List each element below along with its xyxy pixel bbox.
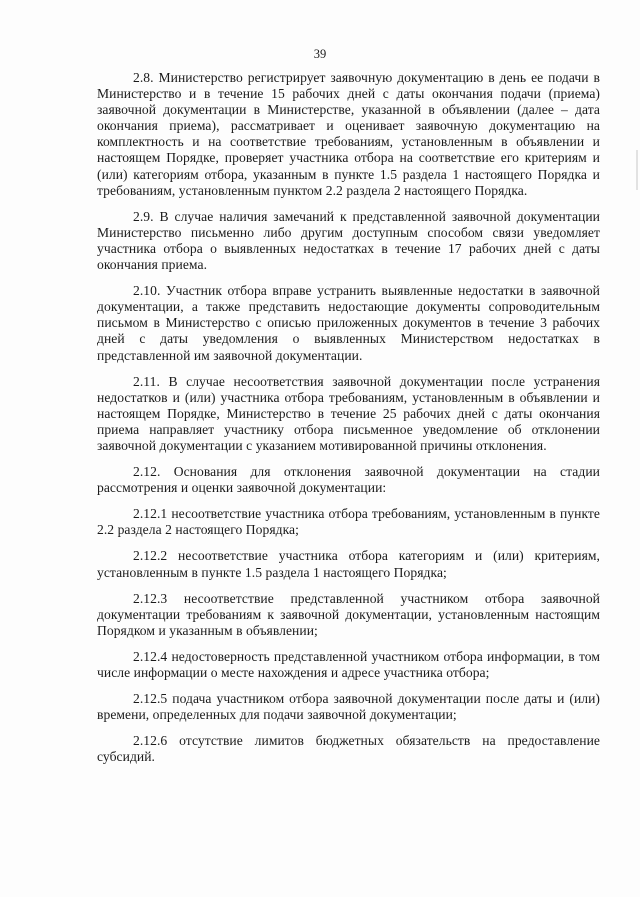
scan-edge-mark	[636, 150, 638, 190]
paragraph-2-11: 2.11. В случае несоответствия заявочной документации после устранения недостатков и (или) участника отбора требованиям, установленным в объявлении и настоящем Порядке, Министерство в течение 25 рабочих дней с даты окончания приема направляет участнику отбора письменное уведомление об отклонении заявочной документации с указанием мотивированной причины отклонения.	[97, 373, 600, 453]
paragraph-2-10: 2.10. Участник отбора вправе устранить выявленные недостатки в заявочной документации, а также представить недостающие документы сопроводительным письмом в Министерство с описью приложенных документов в течение 3 рабочих дней с даты уведомления о выявленных Министерством недостатках в представленной им заявочной документации.	[97, 283, 600, 363]
document-body	[97, 70, 600, 775]
paragraph-2-12-1: 2.12.1 несоответствие участника отбора требованиям, установленным в пункте 2.2 раздела 2 настоящего Порядка;	[97, 506, 600, 538]
paragraph-2-12-2: 2.12.2 несоответствие участника отбора категориям и (или) критериям, установленным в пункте 1.5 раздела 1 настоящего Порядка;	[97, 548, 600, 580]
paragraph-2-12-4: 2.12.4 недостоверность представленной участником отбора информации, в том числе информации о месте нахождения и адресе участника отбора;	[97, 648, 600, 680]
paragraph-2-12: 2.12. Основания для отклонения заявочной документации на стадии рассмотрения и оценки заявочной документации:	[97, 464, 600, 496]
paragraph-2-12-3: 2.12.3 несоответствие представленной участником отбора заявочной документации требованиям к заявочной документации, установленным настоящим Порядком и указанным в объявлении;	[97, 590, 600, 638]
paragraph-2-12-6: 2.12.6 отсутствие лимитов бюджетных обязательств на предоставление субсидий.	[97, 733, 600, 765]
page-number: 39	[313, 47, 327, 61]
paragraph-2-8: 2.8. Министерство регистрирует заявочную документацию в день ее подачи в Министерство и в течение 15 рабочих дней с даты окончания подачи (приема) заявочной документации в Министерстве, указанной в объявлении (далее – дата окончания приема), рассматривает и оценивает заявочную документацию на комплектность и на соответствие требованиям, установленным в объявлении и настоящем Порядке, проверяет участника отбора на соответствие его критериям и (или) категориям отбора, указанным в пункте 1.5 раздела 1 настоящего Порядка и требованиям, установленным пунктом 2.2 раздела 2 настоящего Порядка.	[97, 70, 600, 198]
paragraph-2-9: 2.9. В случае наличия замечаний к представленной заявочной документации Министерство письменно либо другим доступным способом связи уведомляет участника отбора о выявленных недостатках в течение 17 рабочих дней с даты окончания приема.	[97, 208, 600, 273]
paragraph-2-12-5: 2.12.5 подача участником отбора заявочной документации после даты и (или) времени, определенных для подачи заявочной документации;	[97, 691, 600, 723]
